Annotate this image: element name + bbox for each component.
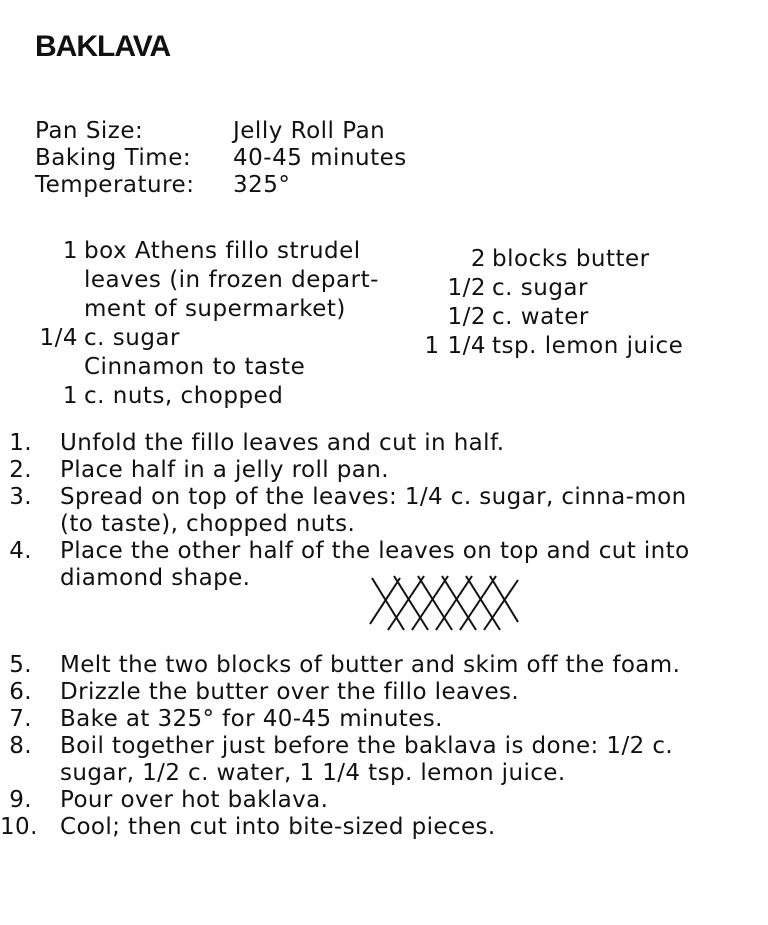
ingredient-line — [400, 274, 683, 303]
step-number: 6. — [9, 679, 32, 705]
step-number: 3. — [9, 484, 32, 510]
step-item — [0, 430, 768, 457]
step-text: Pour over hot baklava. — [60, 787, 329, 813]
step-number: 10. — [0, 814, 38, 840]
ingredient-line — [400, 303, 683, 332]
info-label: Baking Time: — [35, 145, 192, 171]
step-number: 2. — [9, 457, 32, 483]
ingredient-qty: 1 1/4 — [424, 333, 486, 359]
ingredient-qty: 1 — [62, 383, 78, 409]
ingredient-text: c. water — [492, 304, 589, 330]
step-item — [0, 733, 768, 787]
info-label: Pan Size: — [35, 118, 144, 144]
info-row-temperature — [35, 172, 407, 199]
ingredient-text: blocks butter — [492, 246, 650, 272]
info-value: 325° — [233, 172, 291, 198]
ingredient-line — [22, 353, 379, 382]
ingredient-text: c. sugar — [84, 325, 180, 351]
ingredient-line — [22, 382, 379, 411]
ingredient-text: tsp. lemon juice — [492, 333, 684, 359]
ingredient-line — [22, 324, 379, 353]
ingredients-left — [22, 237, 379, 411]
recipe-steps — [0, 430, 768, 841]
step-text: Drizzle the butter over the fillo leaves. — [60, 679, 520, 705]
info-label: Temperature: — [35, 172, 195, 198]
ingredient-text: leaves (in frozen depart- — [84, 267, 379, 293]
ingredient-qty: 1/2 — [447, 304, 486, 330]
info-value: Jelly Roll Pan — [233, 118, 386, 144]
ingredient-text: c. nuts, chopped — [84, 383, 284, 409]
ingredient-qty: 1 — [62, 238, 78, 264]
step-text: Melt the two blocks of butter and skim off the foam. — [60, 652, 681, 678]
ingredient-line — [22, 237, 379, 266]
step-number: 4. — [9, 538, 32, 564]
step-text: Bake at 325° for 40-45 minutes. — [60, 706, 443, 732]
info-value: 40-45 minutes — [233, 145, 407, 171]
ingredient-text: Cinnamon to taste — [84, 354, 306, 380]
recipe-info — [35, 118, 407, 199]
ingredient-line — [400, 332, 683, 361]
step-item — [0, 652, 768, 679]
ingredient-qty — [22, 353, 84, 382]
diamond-cut-icon — [368, 574, 520, 634]
step-item — [0, 706, 768, 733]
step-item — [0, 814, 768, 841]
step-number: 8. — [9, 733, 32, 759]
step-number: 7. — [9, 706, 32, 732]
step-text: Spread on top of the leaves: 1/4 c. sugar, cinna-mon (to taste), chopped nuts. — [60, 484, 687, 537]
ingredient-line — [400, 245, 683, 274]
step-item — [0, 679, 768, 706]
ingredient-text: box Athens fillo strudel — [84, 238, 361, 264]
step-text: Place half in a jelly roll pan. — [60, 457, 389, 483]
ingredient-qty — [22, 295, 84, 324]
diamond-illustration-row — [0, 592, 768, 652]
step-text: Place the other half of the leaves on top and cut into diamond shape. — [60, 538, 690, 591]
step-number: 1. — [9, 430, 32, 456]
ingredient-qty: 2 — [470, 246, 486, 272]
step-item — [0, 787, 768, 814]
step-number: 9. — [9, 787, 32, 813]
ingredient-line — [22, 266, 379, 295]
step-number: 5. — [9, 652, 32, 678]
info-row-pan-size — [35, 118, 407, 145]
step-text: Cool; then cut into bite-sized pieces. — [60, 814, 496, 840]
ingredient-text: ment of supermarket) — [84, 296, 346, 322]
step-text: Unfold the fillo leaves and cut in half. — [60, 430, 505, 456]
recipe-title: BAKLAVA — [35, 30, 171, 63]
ingredient-line — [22, 295, 379, 324]
step-item — [0, 457, 768, 484]
ingredient-qty: 1/4 — [39, 325, 78, 351]
step-item — [0, 484, 768, 538]
ingredient-qty: 1/2 — [447, 275, 486, 301]
info-row-baking-time — [35, 145, 407, 172]
ingredients-right — [400, 245, 683, 361]
step-text: Boil together just before the baklava is done: 1/2 c. sugar, 1/2 c. water, 1 1/4 tsp. lemon juice. — [60, 733, 674, 786]
ingredient-qty — [22, 266, 84, 295]
ingredient-text: c. sugar — [492, 275, 588, 301]
